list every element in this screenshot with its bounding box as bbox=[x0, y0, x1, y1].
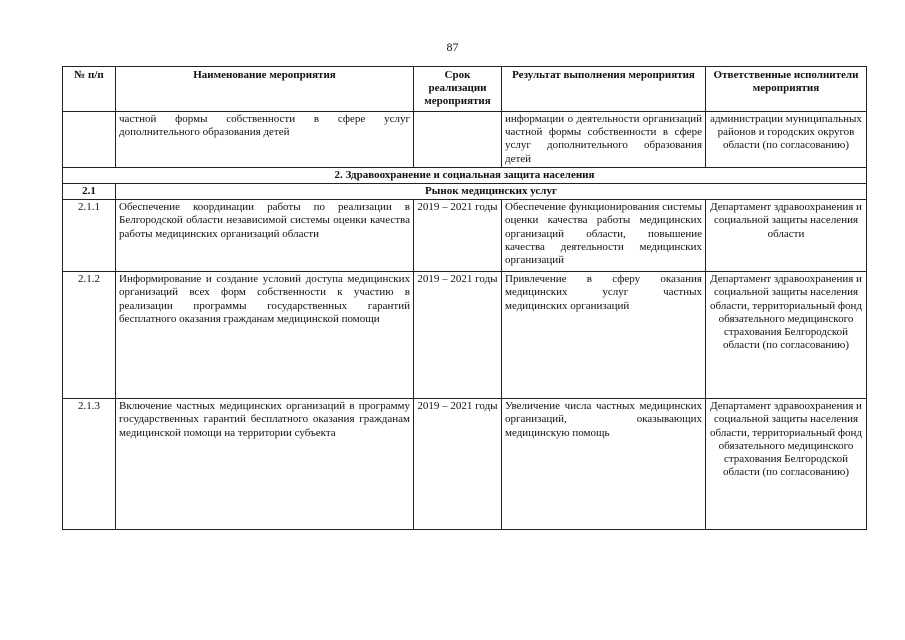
cell-name: частной формы собственности в сфере услуг дополнительного образования детей bbox=[116, 112, 414, 168]
header-responsible: Ответственные исполнители мероприятия bbox=[706, 67, 867, 112]
table-row bbox=[63, 399, 867, 530]
table-row-continuation bbox=[63, 112, 867, 168]
subsection-heading-row bbox=[63, 184, 867, 200]
cell-name: Включение частных медицинских организаций в программу государственных гарантий бесплатного оказания гражданам медицинской помощи на территории субъекта bbox=[116, 399, 414, 530]
page-number: 87 bbox=[446, 40, 459, 54]
cell-num bbox=[63, 112, 116, 168]
header-name: Наименование мероприятия bbox=[116, 67, 414, 112]
cell-name: Обеспечение координации работы по реализации в Белгородской области независимой системы оценки качества работы медицинских организаций области bbox=[116, 200, 414, 272]
cell-term: 2019 – 2021 годы bbox=[414, 272, 502, 399]
cell-num: 2.1.1 bbox=[63, 200, 116, 272]
measures-table bbox=[62, 66, 867, 530]
cell-responsible: Департамент здравоохранения и социальной защиты населения области bbox=[706, 200, 867, 272]
cell-term: 2019 – 2021 годы bbox=[414, 200, 502, 272]
cell-result: Обеспечение функционирования системы оценки качества работы медицинских организаций области, повышение качества деятельности медицинских организаций bbox=[502, 200, 706, 272]
cell-name: Информирование и создание условий доступа медицинских организаций всех форм собственности к участию в реализации программы государственных гарантий бесплатного оказания гражданам медицинской помощи bbox=[116, 272, 414, 399]
cell-num: 2.1.3 bbox=[63, 399, 116, 530]
subsection-num: 2.1 bbox=[63, 184, 116, 200]
cell-result: информации о деятельности организаций частной формы собственности в сфере услуг дополнительного образования детей bbox=[502, 112, 706, 168]
header-num: № п/п bbox=[63, 67, 116, 112]
header-result: Результат выполнения мероприятия bbox=[502, 67, 706, 112]
cell-responsible: администрации муниципальных районов и городских округов области (по согласованию) bbox=[706, 112, 867, 168]
table-header-row bbox=[63, 67, 867, 112]
table-row bbox=[63, 200, 867, 272]
section-heading-row bbox=[63, 167, 867, 183]
cell-term: 2019 – 2021 годы bbox=[414, 399, 502, 530]
cell-responsible: Департамент здравоохранения и социальной защиты населения области, территориальный фонд обязательного медицинского страхования Белгородской области (по согласованию) bbox=[706, 272, 867, 399]
cell-num: 2.1.2 bbox=[63, 272, 116, 399]
cell-responsible: Департамент здравоохранения и социальной защиты населения области, территориальный фонд обязательного медицинского страхования Белгородской области (по согласованию) bbox=[706, 399, 867, 530]
cell-result: Увеличение числа частных медицинских организаций, оказывающих медицинскую помощь bbox=[502, 399, 706, 530]
header-term: Срок реализации мероприятия bbox=[414, 67, 502, 112]
section-heading: 2. Здравоохранение и социальная защита населения bbox=[63, 167, 867, 183]
table-row bbox=[63, 272, 867, 399]
cell-term bbox=[414, 112, 502, 168]
cell-result: Привлечение в сферу оказания медицинских услуг частных медицинских организаций bbox=[502, 272, 706, 399]
subsection-title: Рынок медицинских услуг bbox=[116, 184, 867, 200]
